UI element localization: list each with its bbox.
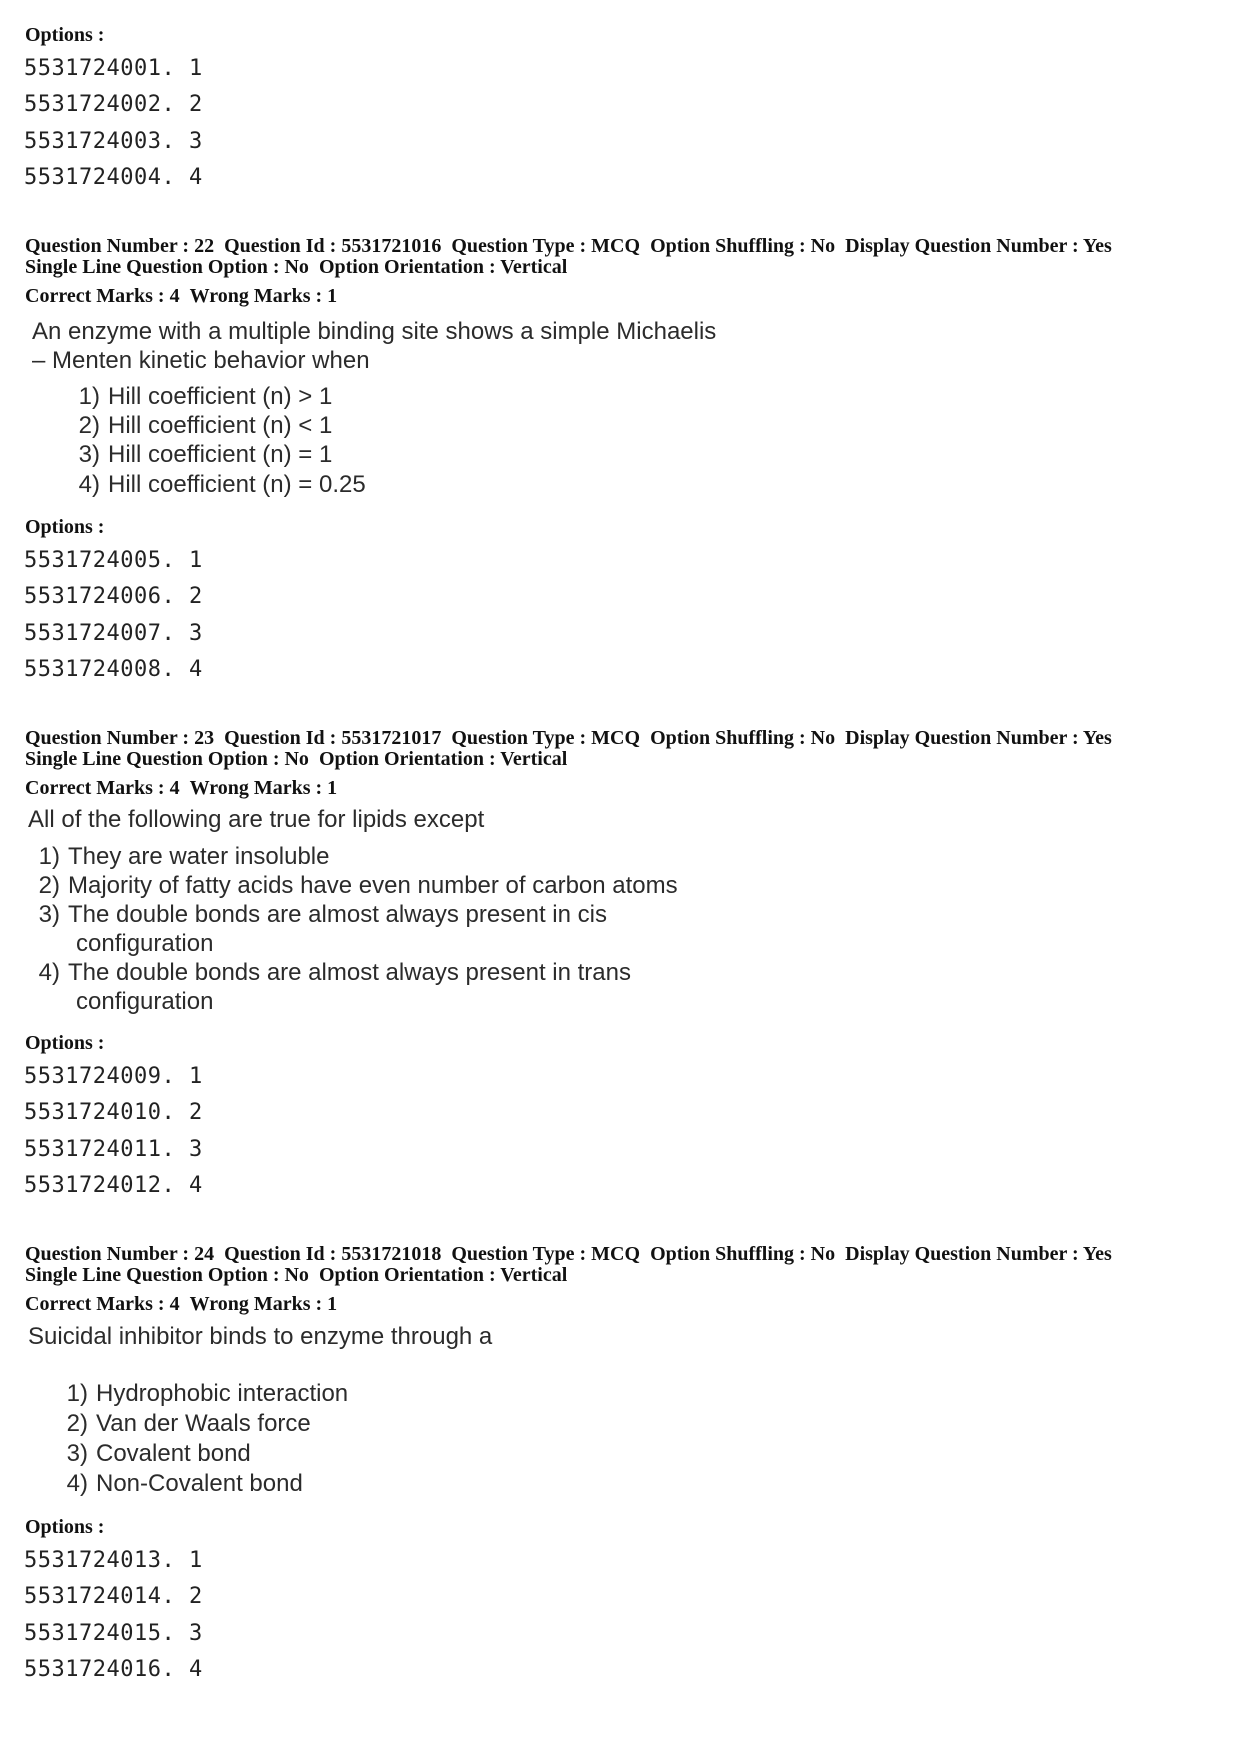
question-stem: Suicidal inhibitor binds to enzyme through a — [28, 1323, 493, 1350]
option-shuffling: Option Shuffling : No — [650, 727, 836, 749]
question-meta-line-1 — [25, 728, 1112, 749]
option-item: 5531724001. 1 — [24, 56, 203, 81]
option-item: 5531724005. 1 — [24, 548, 203, 573]
single-line-option: Single Line Question Option : No — [25, 748, 309, 770]
options-heading: Options : — [25, 516, 105, 538]
question-type: Question Type : MCQ — [451, 1243, 641, 1265]
choice-text: Covalent bond — [96, 1440, 251, 1467]
option-item: 5531724015. 3 — [24, 1621, 203, 1646]
option-item: 5531724012. 4 — [24, 1173, 203, 1198]
question-number: Question Number : 23 — [25, 727, 215, 749]
display-question-number: Display Question Number : Yes — [845, 1243, 1112, 1265]
option-item: 5531724011. 3 — [24, 1137, 203, 1162]
question-marks — [25, 286, 337, 307]
choice-number: 2) — [66, 1410, 88, 1437]
option-item: 5531724006. 2 — [24, 584, 203, 609]
choice-item — [62, 441, 332, 469]
question-type: Question Type : MCQ — [451, 235, 641, 257]
choice-item — [62, 383, 332, 411]
question-id: Question Id : 5531721017 — [224, 727, 442, 749]
choice-number: 4) — [66, 1470, 88, 1497]
choice-text: The double bonds are almost always present in trans — [68, 959, 631, 986]
single-line-option: Single Line Question Option : No — [25, 1264, 309, 1286]
wrong-marks: Wrong Marks : 1 — [189, 777, 338, 799]
option-item: 5531724002. 2 — [24, 92, 203, 117]
choice-text: They are water insoluble — [68, 843, 330, 870]
display-question-number: Display Question Number : Yes — [845, 235, 1112, 257]
question-type: Question Type : MCQ — [451, 727, 641, 749]
option-item: 5531724013. 1 — [24, 1548, 203, 1573]
question-id: Question Id : 5531721016 — [224, 235, 442, 257]
option-item: 5531724004. 4 — [24, 165, 203, 190]
options-heading: Options : — [25, 24, 105, 46]
question-meta-line-2 — [25, 257, 567, 278]
question-stem: An enzyme with a multiple binding site shows a simple Michaelis — [32, 318, 717, 345]
option-item: 5531724009. 1 — [24, 1064, 203, 1089]
choice-item — [22, 872, 678, 900]
choice-item — [22, 843, 329, 871]
choice-number: 1) — [66, 1380, 88, 1407]
option-orientation: Option Orientation : Vertical — [318, 748, 568, 770]
choice-text: Hill coefficient (n) = 1 — [108, 441, 333, 468]
choice-number: 4) — [78, 471, 100, 498]
choice-text: Hydrophobic interaction — [96, 1380, 349, 1407]
correct-marks: Correct Marks : 4 — [25, 285, 180, 307]
choice-item — [50, 1470, 303, 1498]
option-shuffling: Option Shuffling : No — [650, 1243, 836, 1265]
correct-marks: Correct Marks : 4 — [25, 1293, 180, 1315]
option-item: 5531724014. 2 — [24, 1584, 203, 1609]
choice-text: The double bonds are almost always present in cis — [68, 901, 607, 928]
choice-item — [50, 1440, 251, 1468]
option-item: 5531724003. 3 — [24, 129, 203, 154]
choice-number: 3) — [38, 901, 60, 928]
choice-text: Majority of fatty acids have even number of carbon atoms — [68, 872, 678, 899]
choice-number: 2) — [78, 412, 100, 439]
choice-continuation: configuration — [76, 930, 214, 957]
question-meta-line-2 — [25, 749, 567, 770]
choice-item — [62, 471, 366, 499]
question-id: Question Id : 5531721018 — [224, 1243, 442, 1265]
question-number: Question Number : 22 — [25, 235, 215, 257]
choice-item — [62, 412, 332, 440]
option-orientation: Option Orientation : Vertical — [318, 1264, 568, 1286]
question-marks — [25, 1294, 337, 1315]
choice-item — [50, 1380, 348, 1408]
options-heading: Options : — [25, 1516, 105, 1538]
choice-text: Hill coefficient (n) < 1 — [108, 412, 333, 439]
option-item: 5531724007. 3 — [24, 621, 203, 646]
choice-text: Hill coefficient (n) = 0.25 — [108, 471, 366, 498]
choice-item — [22, 959, 631, 987]
choice-number: 1) — [38, 843, 60, 870]
choice-continuation: configuration — [76, 988, 214, 1015]
question-stem: All of the following are true for lipids except — [28, 806, 485, 833]
option-item: 5531724008. 4 — [24, 657, 203, 682]
option-item: 5531724010. 2 — [24, 1100, 203, 1125]
choice-text: Non-Covalent bond — [96, 1470, 303, 1497]
question-marks — [25, 778, 337, 799]
choice-number: 3) — [66, 1440, 88, 1467]
choice-text: Van der Waals force — [96, 1410, 311, 1437]
choice-text: Hill coefficient (n) > 1 — [108, 383, 333, 410]
display-question-number: Display Question Number : Yes — [845, 727, 1112, 749]
choice-item — [50, 1410, 311, 1438]
question-meta-line-2 — [25, 1265, 567, 1286]
option-shuffling: Option Shuffling : No — [650, 235, 836, 257]
options-heading: Options : — [25, 1032, 105, 1054]
wrong-marks: Wrong Marks : 1 — [189, 1293, 338, 1315]
choice-number: 1) — [78, 383, 100, 410]
choice-number: 3) — [78, 441, 100, 468]
question-number: Question Number : 24 — [25, 1243, 215, 1265]
option-orientation: Option Orientation : Vertical — [318, 256, 568, 278]
choice-item — [22, 901, 607, 929]
option-item: 5531724016. 4 — [24, 1657, 203, 1682]
question-stem: – Menten kinetic behavior when — [32, 347, 370, 374]
choice-number: 2) — [38, 872, 60, 899]
wrong-marks: Wrong Marks : 1 — [189, 285, 338, 307]
correct-marks: Correct Marks : 4 — [25, 777, 180, 799]
single-line-option: Single Line Question Option : No — [25, 256, 309, 278]
question-meta-line-1 — [25, 236, 1112, 257]
choice-number: 4) — [38, 959, 60, 986]
question-meta-line-1 — [25, 1244, 1112, 1265]
